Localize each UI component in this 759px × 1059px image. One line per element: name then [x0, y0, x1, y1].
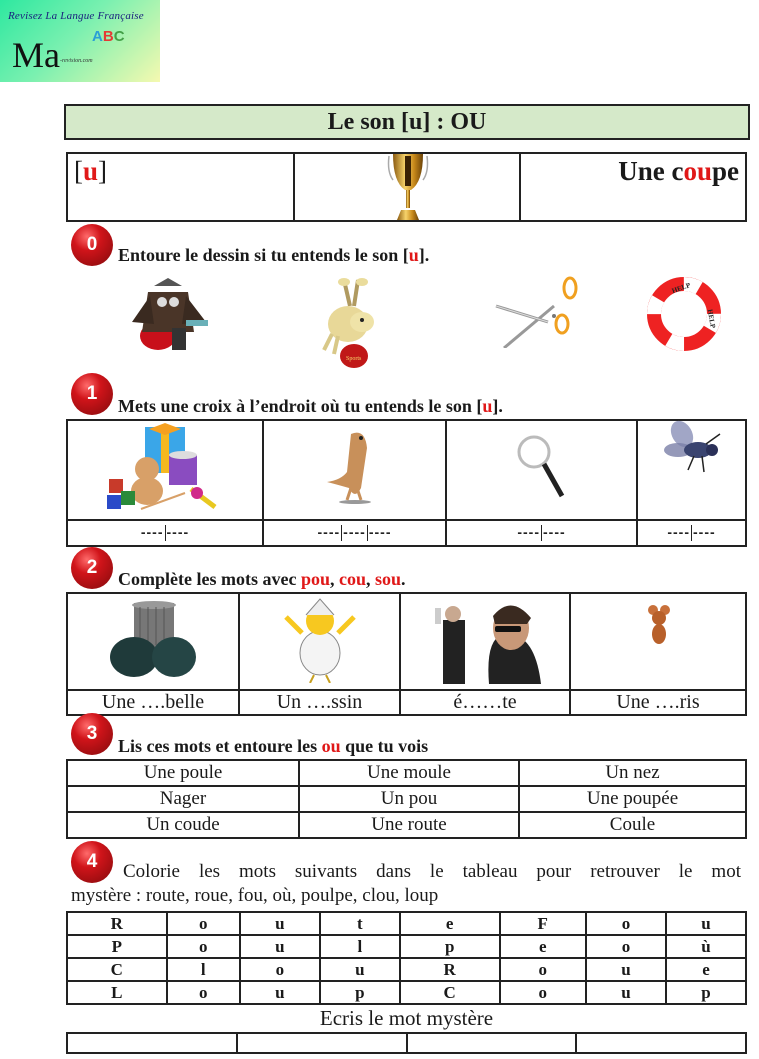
letter-cell[interactable]: o — [586, 935, 666, 958]
letter-cell[interactable]: F — [500, 912, 586, 935]
exercise-2-table — [66, 592, 747, 716]
exercise-2-instruction: Complète les mots avec pou, cou, sou. — [118, 569, 406, 589]
word-cell[interactable]: Une poule — [67, 760, 299, 786]
letter-cell[interactable]: l — [320, 935, 400, 958]
letter-cell[interactable]: e — [500, 935, 586, 958]
word-cell[interactable]: Un pou — [299, 786, 519, 812]
letter-cell[interactable]: R — [67, 912, 167, 935]
svg-text:HELP: HELP — [670, 281, 692, 296]
letter-cell[interactable]: o — [167, 981, 240, 1004]
table-row — [67, 786, 746, 812]
table-row — [67, 935, 746, 958]
answer-box[interactable] — [576, 1033, 746, 1053]
letter-cell[interactable]: C — [67, 958, 167, 981]
exercise-0-badge: 0 — [71, 224, 113, 266]
phoneme-label: [u] — [74, 156, 108, 186]
word-cell[interactable]: Une route — [299, 812, 519, 838]
kangaroo-icon — [325, 428, 385, 508]
exercise-1-instruction: Mets une croix à l’endroit où tu entends le son [u]. — [118, 396, 503, 416]
page-title: Le son [u] : OU — [64, 104, 750, 140]
exercise-0-instruction: Entoure le dessin si tu entends le son [u]. — [118, 245, 430, 265]
letter-cell[interactable]: L — [67, 981, 167, 1004]
fly-image-cell — [637, 420, 746, 520]
exercise-4-badge: 4 — [71, 841, 113, 883]
trash-bin-icon — [110, 599, 196, 679]
trash-image-cell — [67, 593, 239, 690]
mouse-image-cell — [570, 593, 746, 690]
exercise-1-table — [66, 419, 747, 547]
owl-image[interactable] — [128, 276, 210, 356]
letter-cell[interactable]: o — [167, 935, 240, 958]
logo-brand: Ma — [12, 35, 60, 75]
letter-cell[interactable]: t — [320, 912, 400, 935]
abc-icon: ABC — [92, 28, 125, 45]
word-cell[interactable]: Coule — [519, 812, 746, 838]
syllable-boxes[interactable]: ---- ---- ---- — [263, 520, 446, 546]
syllable-boxes[interactable]: ---- ---- — [446, 520, 637, 546]
fill-word-1[interactable]: Une ….belle — [67, 690, 239, 715]
word-cell[interactable]: Une moule — [299, 760, 519, 786]
letter-cell[interactable]: ù — [666, 935, 746, 958]
fill-word-3[interactable]: é……te — [400, 690, 570, 715]
letter-cell[interactable]: u — [240, 912, 320, 935]
exercise-3-badge: 3 — [71, 713, 113, 755]
chick-icon — [282, 595, 358, 683]
svg-text:HELP: HELP — [705, 308, 717, 329]
lifebuoy-image[interactable] — [646, 276, 722, 352]
answer-box[interactable] — [407, 1033, 577, 1053]
exercise-3-instruction: Lis ces mots et entoure les ou que tu vois — [118, 736, 429, 756]
table-row — [67, 812, 746, 838]
letter-cell[interactable]: u — [666, 912, 746, 935]
letter-cell[interactable]: o — [167, 912, 240, 935]
letter-cell[interactable]: u — [240, 981, 320, 1004]
syllable-boxes[interactable]: ---- ---- — [67, 520, 263, 546]
image-cell — [295, 154, 521, 220]
magnifying-glass-icon — [512, 432, 572, 504]
exercise-3-table — [66, 759, 747, 839]
toys-image-cell — [67, 420, 263, 520]
letter-cell[interactable]: e — [666, 958, 746, 981]
table-row — [67, 760, 746, 786]
magnifier-image-cell — [446, 420, 637, 520]
word-search-grid — [66, 911, 747, 1005]
letter-cell[interactable]: u — [586, 981, 666, 1004]
letter-cell[interactable]: C — [400, 981, 500, 1004]
table-row — [67, 912, 746, 935]
answer-box[interactable] — [67, 1033, 237, 1053]
letter-cell[interactable]: p — [400, 935, 500, 958]
exercise-1-badge: 1 — [71, 373, 113, 415]
letter-cell[interactable]: e — [400, 912, 500, 935]
mystery-word-title: Ecris le mot mystère — [319, 1006, 494, 1030]
letter-cell[interactable]: R — [400, 958, 500, 981]
dog-character-image[interactable] — [318, 276, 386, 370]
letter-cell[interactable]: o — [586, 912, 666, 935]
letter-cell[interactable]: o — [500, 981, 586, 1004]
table-row — [67, 958, 746, 981]
fly-icon — [660, 420, 724, 480]
word-cell — [521, 154, 745, 220]
word-cell[interactable]: Un coude — [67, 812, 299, 838]
letter-cell[interactable]: P — [67, 935, 167, 958]
letter-cell[interactable]: o — [500, 958, 586, 981]
svg-text:Sports: Sports — [346, 356, 362, 362]
header-table — [66, 152, 747, 222]
letter-cell[interactable]: p — [666, 981, 746, 1004]
mouse-icon — [643, 602, 673, 646]
example-word: Une coupe — [618, 156, 739, 186]
letter-cell[interactable]: u — [240, 935, 320, 958]
kangaroo-image-cell — [263, 420, 446, 520]
letter-cell[interactable]: o — [240, 958, 320, 981]
phoneme-cell — [68, 154, 295, 220]
exercise-2-badge: 2 — [71, 547, 113, 589]
toys-icon — [105, 423, 225, 513]
answer-box[interactable] — [237, 1033, 407, 1053]
word-cell[interactable]: Un nez — [519, 760, 746, 786]
mystery-answer-boxes — [66, 1032, 747, 1054]
exercise-4-instruction: Colorie les mots suivants dans le tableau pour retrouver le mot mystère : route, roue, fou, où, poulpe, clou, loup — [71, 861, 741, 906]
trophy-icon — [383, 154, 433, 222]
logo-brand-suffix: -revision.com — [60, 58, 93, 64]
letter-cell[interactable]: l — [167, 958, 240, 981]
scissors-image[interactable] — [494, 276, 588, 348]
letter-cell[interactable]: u — [586, 958, 666, 981]
word-cell[interactable]: Nager — [67, 786, 299, 812]
word-cell[interactable]: Une poupée — [519, 786, 746, 812]
logo-tagline: Revisez La Langue Française — [8, 10, 144, 22]
fill-word-4[interactable]: Une ….ris — [570, 690, 746, 715]
agents-image-cell — [400, 593, 570, 690]
chick-image-cell — [239, 593, 400, 690]
agents-icon — [415, 594, 555, 684]
table-row — [67, 981, 746, 1004]
letter-cell[interactable]: p — [320, 981, 400, 1004]
site-logo — [0, 0, 160, 82]
syllable-boxes[interactable]: ---- ---- — [637, 520, 746, 546]
fill-word-2[interactable]: Un ….ssin — [239, 690, 400, 715]
letter-cell[interactable]: u — [320, 958, 400, 981]
